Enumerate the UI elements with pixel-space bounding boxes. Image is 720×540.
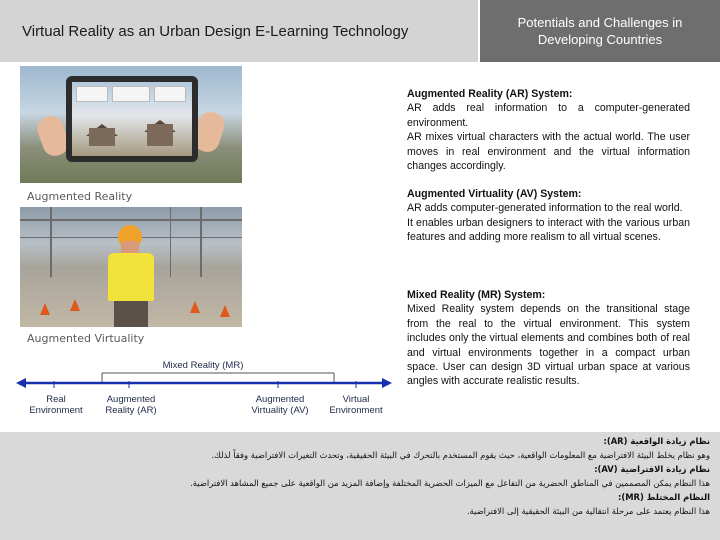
scaffold-post bbox=[200, 207, 202, 277]
ar-line: AR mixes virtual characters with the actual world. The user moves in real environment and the virtual information changes accordingly. bbox=[407, 131, 690, 173]
mr-heading: Mixed Reality (MR) System: bbox=[407, 289, 546, 301]
arabic-mr-heading: النظام المختلط (MR): bbox=[618, 492, 710, 502]
label-av-line1: Augmented bbox=[255, 394, 305, 405]
ar-info-card bbox=[112, 86, 150, 102]
av-heading: Augmented Virtuality (AV) System: bbox=[407, 188, 582, 200]
arrow-head-left bbox=[16, 378, 26, 388]
traffic-cone bbox=[220, 305, 230, 317]
arabic-mr-text: هذا النظام يعتمد على مرحلة انتقالية من البيئة الحقيقية إلى الافتراضية. bbox=[466, 506, 710, 516]
traffic-cone bbox=[70, 299, 80, 311]
scaffold-post bbox=[170, 207, 171, 277]
scaffold-post bbox=[50, 207, 52, 277]
mixed-reality-label: Mixed Reality (MR) bbox=[162, 360, 244, 371]
arabic-ar-heading: نظام زيادة الواقعية (AR): bbox=[603, 436, 710, 446]
subtitle-line-2: Developing Countries bbox=[537, 32, 663, 47]
ar-info-card bbox=[76, 86, 108, 102]
arabic-av-heading: نظام زيادة الافتراضية (AV): bbox=[594, 464, 710, 474]
scaffold-beam bbox=[20, 219, 242, 221]
arrow-head-right bbox=[382, 378, 392, 388]
presentation-title: Virtual Reality as an Urban Design E-Learning Technology bbox=[22, 22, 409, 40]
augmented-virtuality-photo bbox=[20, 207, 242, 327]
house bbox=[147, 124, 173, 146]
safety-vest bbox=[108, 253, 154, 301]
traffic-cone bbox=[40, 303, 50, 315]
augmented-reality-photo bbox=[20, 66, 242, 183]
caption-augmented-virtuality: Augmented Virtuality bbox=[27, 332, 145, 345]
av-line: AR adds computer-generated information to the real world. bbox=[407, 202, 683, 215]
label-ar-line1: Augmented bbox=[106, 394, 156, 405]
house bbox=[89, 128, 115, 146]
arabic-summary-box bbox=[0, 432, 720, 540]
arabic-av-text: هذا النظام يمكن المصممين في المناطق الحضرية من التفاعل مع الميزات الحضرية المختلفة وإضافة المزيد من الواقعية على جميع المشاهد الافتراضية. bbox=[190, 478, 710, 488]
av-line: It enables urban designers to interact with the various urban features and adding more realism to all virtual scenes. bbox=[407, 216, 690, 244]
label-virtual-line1: Virtual bbox=[342, 394, 370, 405]
tablet-screen bbox=[72, 82, 192, 156]
worker-legs bbox=[114, 301, 148, 327]
reality-virtuality-continuum-diagram bbox=[14, 352, 394, 432]
mr-system-description bbox=[407, 288, 690, 389]
label-real-line1: Real bbox=[46, 394, 66, 405]
mr-line: Mixed Reality system depends on the transitional stage from the real to the virtual environment. This system includes only the virtual elements and combines both of real and virtual environments together in a compact urban space. User can design 3D virtual urban space at various angles with accurate realistic results. bbox=[407, 303, 690, 388]
ar-heading: Augmented Reality (AR) System: bbox=[407, 88, 573, 100]
caption-augmented-reality: Augmented Reality bbox=[27, 190, 133, 203]
ar-info-card bbox=[154, 86, 186, 102]
label-av-line2: Virtuality (AV) bbox=[251, 405, 309, 416]
ar-system-description bbox=[407, 87, 690, 173]
ar-line: AR adds real information to a computer-generated environment. bbox=[407, 102, 690, 129]
arabic-ar-text: وهو نظام يخلط البيئة الافتراضية مع المعلومات الواقعية، حيث يقوم المستخدم بالتحرك في البيئة الحقيقية، وتحدث التغيرات الافتراضية وفقاً لذلك. bbox=[211, 450, 710, 460]
traffic-cone bbox=[190, 301, 200, 313]
label-ar-line2: Reality (AR) bbox=[105, 405, 157, 416]
label-virtual-line2: Environment bbox=[329, 405, 383, 416]
tablet-device bbox=[66, 76, 198, 162]
av-system-description bbox=[407, 187, 690, 245]
header-subtitle-bar bbox=[480, 0, 720, 62]
label-real-line2: Environment bbox=[29, 405, 83, 416]
subtitle-line-1: Potentials and Challenges in bbox=[517, 15, 683, 30]
header-title-bar bbox=[0, 0, 480, 62]
